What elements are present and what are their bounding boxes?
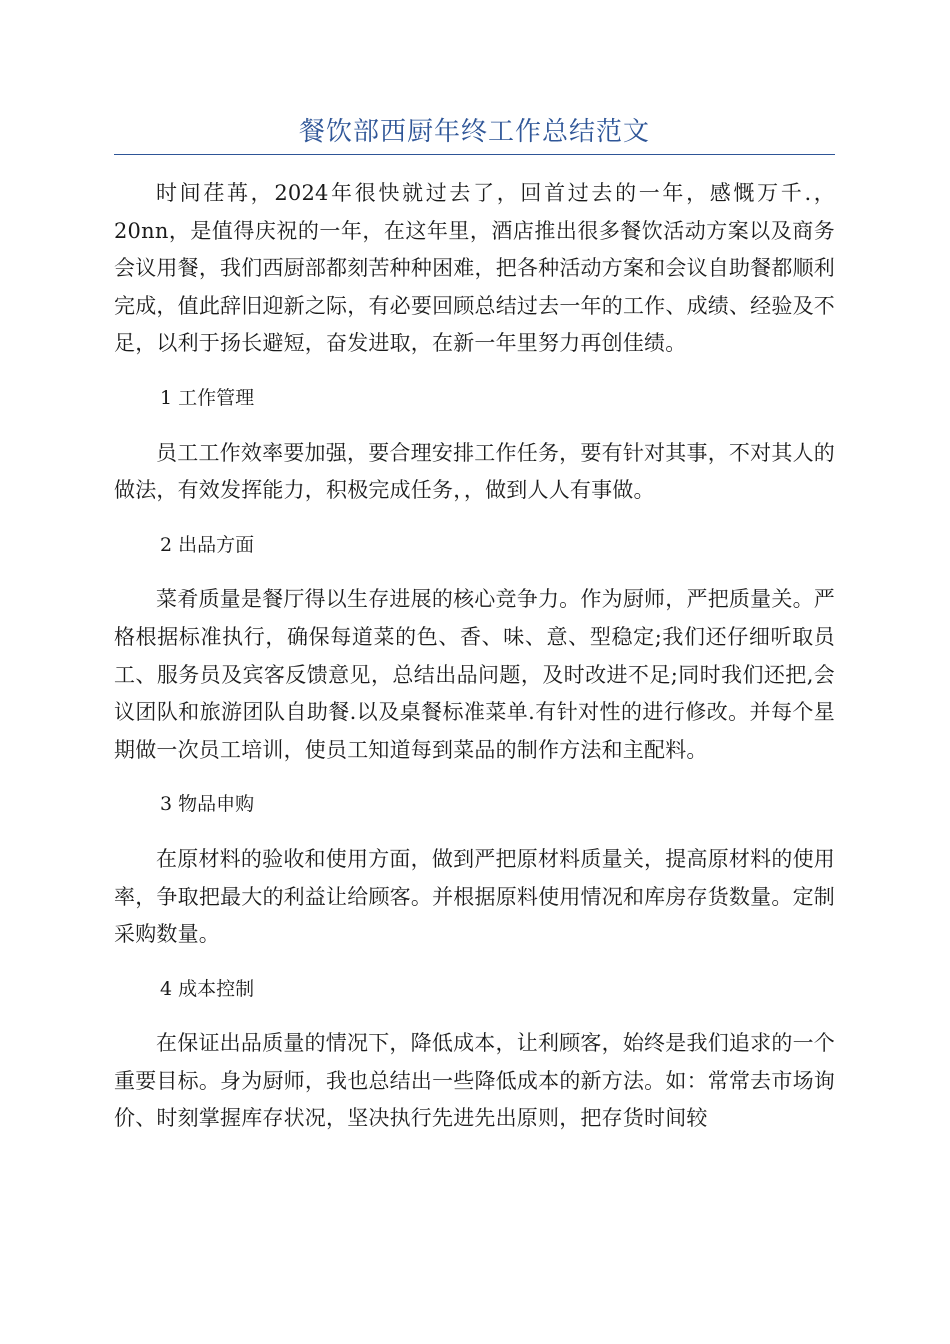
intro-paragraph: 时间荏苒，2024年很快就过去了，回首过去的一年，感慨万千.，20nn，是值得庆祝的一年，在这年里，酒店推出很多餐饮活动方案以及商务会议用餐，我们西厨部都刻苦种种困难，把各种活动方案和会议自助餐都顺利完成，值此辞旧迎新之际，有必要回顾总结过去一年的工作、成绩、经验及不足，以利于扬长避短，奋发进取，在新一年里努力再创佳绩。 (114, 181, 835, 356)
section-heading-1: 1 工作管理 (160, 386, 255, 409)
section-paragraph-2: 菜肴质量是餐厅得以生存进展的核心竞争力。作为厨师，严把质量关。严格根据标准执行，确保每道菜的色、香、味、意、型稳定;我们还仔细听取员工、服务员及宾客反馈意见，总结出品问题，及时改进不足;同时我们还把,会议团队和旅游团队自助餐.以及桌餐标准菜单.有针对性的进行修改。并每个星期做一次员工培训，使员工知道每到菜品的制作方法和主配料。 (114, 587, 835, 762)
section-paragraph-1: 员工工作效率要加强，要合理安排工作任务，要有针对其事，不对其人的做法，有效发挥能力，积极完成任务，，做到人人有事做。 (114, 440, 835, 503)
document-body (114, 175, 835, 1138)
section-paragraph-3: 在原材料的验收和使用方面，做到严把原材料质量关，提高原材料的使用率，争取把最大的利益让给顾客。并根据原料使用情况和库房存货数量。定制采购数量。 (114, 846, 835, 947)
section-heading-3: 3 物品申购 (160, 793, 255, 816)
section-heading-4: 4 成本控制 (160, 977, 255, 1000)
title-underline (114, 154, 835, 155)
section-heading-2: 2 出品方面 (160, 533, 255, 556)
section-paragraph-4: 在保证出品质量的情况下，降低成本，让利顾客，始终是我们追求的一个重要目标。身为厨师，我也总结出一些降低成本的新方法。如：常常去市场询价、时刻掌握库存状况，坚决执行先进先出原则，把存货时间较 (114, 1031, 835, 1131)
document-title: 餐饮部西厨年终工作总结范文 (298, 117, 650, 147)
